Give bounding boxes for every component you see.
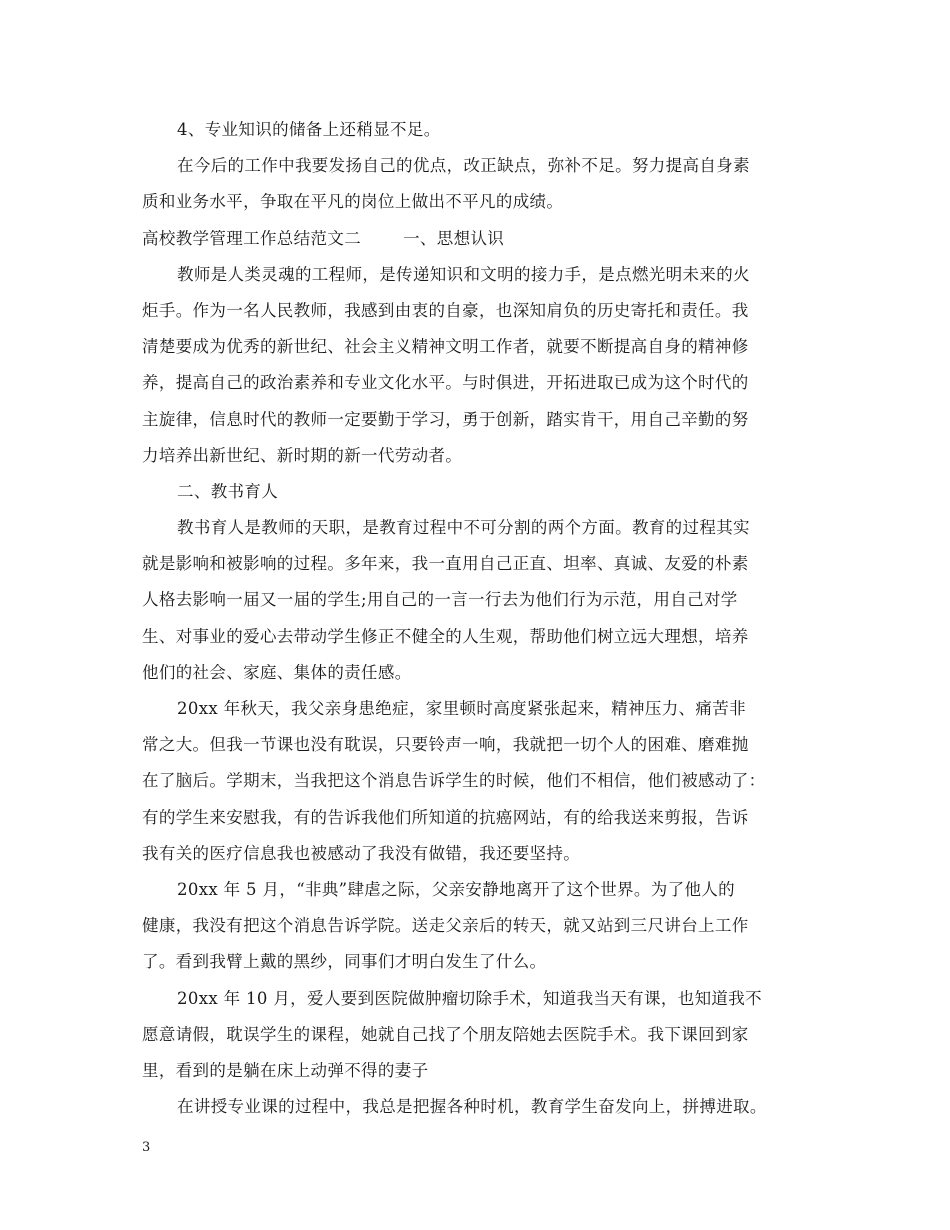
paragraph-line: 在今后的工作中我要发扬自己的优点，改正缺点，弥补不足。努力提高自身素 xyxy=(177,156,750,176)
paragraph-line: 有的学生来安慰我，有的告诉我他们所知道的抗癌网站，有的给我送来剪报，告诉 xyxy=(142,807,749,827)
page-number: 3 xyxy=(142,1140,151,1155)
paragraph-line: 里，看到的是躺在床上动弹不得的妻子 xyxy=(142,1060,429,1080)
section-heading: 二、教书育人 xyxy=(177,481,279,501)
section-heading xyxy=(142,221,827,257)
document-title: 高校教学管理工作总结范文二 xyxy=(142,228,362,248)
paragraph-line: 生、对事业的爱心去带动学生修正不健全的人生观，帮助他们树立远大理想，培养 xyxy=(142,626,749,646)
paragraph-line: 健康，我没有把这个消息告诉学院。送走父亲后的转天，就又站到三尺讲台上工作 xyxy=(142,916,749,936)
paragraph-line: 教师是人类灵魂的工程师，是传递知识和文明的接力手，是点燃光明未来的火 xyxy=(177,264,750,284)
paragraph-line: 在了脑后。学期末，当我把这个消息告诉学生的时候，他们不相信，他们被感动了： xyxy=(142,771,766,791)
paragraph-line: 就是影响和被影响的过程。多年来，我一直用自己正直、坦率、真诚、友爱的朴素 xyxy=(142,554,749,574)
paragraph-line: 养，提高自己的政治素养和专业文化水平。与时俱进，开拓进取已成为这个时代的 xyxy=(142,373,749,393)
paragraph-line: 20xx 年 5 月，“非典”肆虐之际，父亲安静地离开了这个世界。为了他人的 xyxy=(177,879,736,899)
paragraph-line: 常之大。但我一节课也没有耽误，只要铃声一响，我就把一切个人的困难、磨难抛 xyxy=(142,735,749,755)
paragraph-line: 教书育人是教师的天职，是教育过程中不可分割的两个方面。教育的过程其实 xyxy=(177,518,750,538)
document-body xyxy=(142,112,827,1125)
paragraph-line: 20xx 年 10 月，爱人要到医院做肿瘤切除手术，知道我当天有课，也知道我不 xyxy=(177,988,762,1008)
paragraph-line: 人格去影响一届又一届的学生;用自己的一言一行去为他们行为示范，用自己对学 xyxy=(142,590,738,610)
paragraph-line: 愿意请假，耽误学生的课程，她就自己找了个朋友陪她去医院手术。我下课回到家 xyxy=(142,1024,749,1044)
paragraph-line: 炬手。作为一名人民教师，我感到由衷的自豪，也深知肩负的历史寄托和责任。我 xyxy=(142,300,749,320)
paragraph-line: 在讲授专业课的过程中，我总是把握各种时机，教育学生奋发向上，拼搏进取。 xyxy=(177,1097,767,1117)
paragraph-line: 20xx 年秋天，我父亲身患绝症，家里顿时高度紧张起来，精神压力、痛苦非 xyxy=(177,699,746,718)
paragraph-line: 了。看到我臂上戴的黑纱，同事们才明白发生了什么。 xyxy=(142,952,547,972)
paragraph-line: 主旋律，信息时代的教师一定要勤于学习，勇于创新，踏实肯干，用自己辛勤的努 xyxy=(142,409,749,429)
section-title: 一、思想认识 xyxy=(403,228,505,248)
paragraph-line: 他们的社会、家庭、集体的责任感。 xyxy=(142,662,412,682)
paragraph-line: 我有关的医疗信息我也被感动了我没有做错，我还要坚持。 xyxy=(142,843,581,863)
paragraph-line: 力培养出新世纪、新时期的新一代劳动者。 xyxy=(142,445,463,465)
paragraph-line: 4、专业知识的储备上还稍显不足。 xyxy=(177,120,441,139)
paragraph-line: 质和业务水平，争取在平凡的岗位上做出不平凡的成绩。 xyxy=(142,192,564,212)
paragraph-line: 清楚要成为优秀的新世纪、社会主义精神文明工作者，就要不断提高自身的精神修 xyxy=(142,337,749,357)
